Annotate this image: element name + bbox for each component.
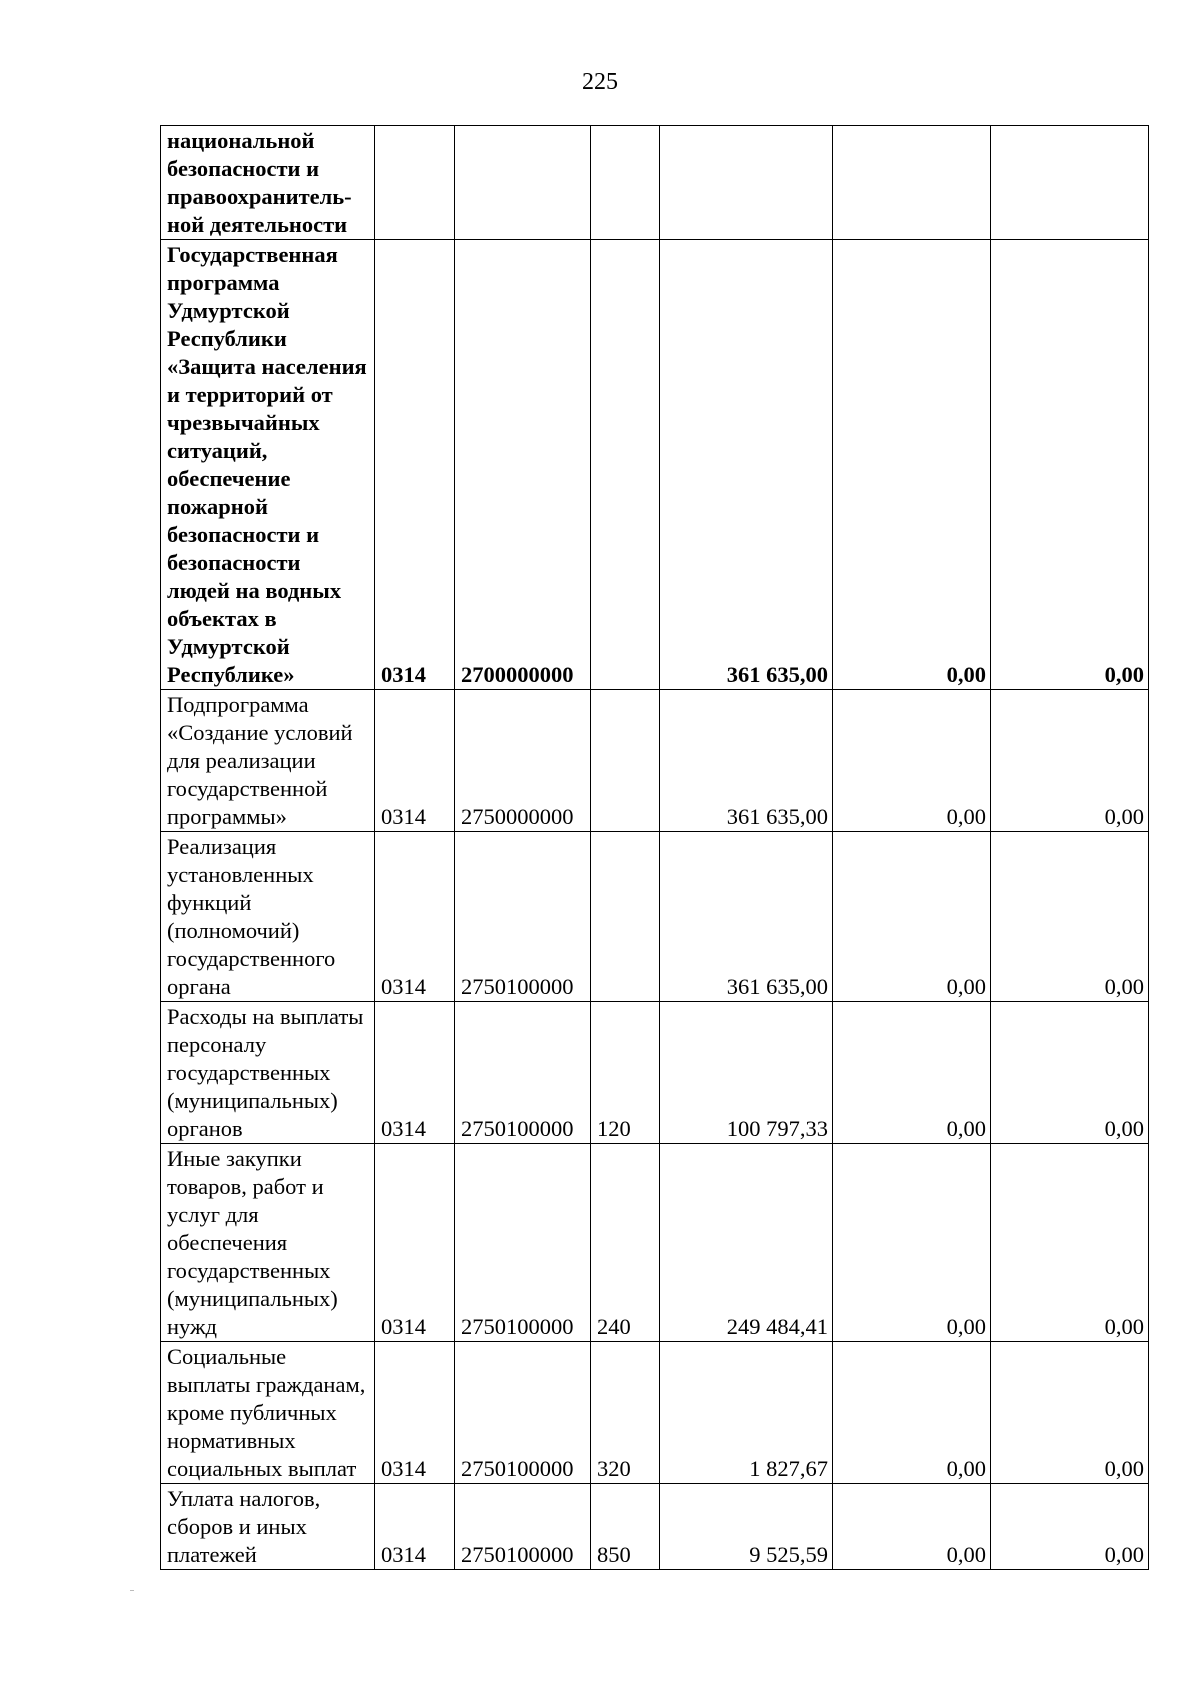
expense-name-cell [161,1484,375,1570]
expense-name-cell [161,126,375,240]
expense-name-text: Реализация установленных функций (полномочий) государственного органа [167,834,336,999]
amount-year3-cell: 0,00 [991,240,1149,690]
amount-year1-cell: 100 797,33 [660,1002,833,1144]
expense-type-cell: 850 [591,1484,660,1570]
amount-year3-cell: 0,00 [991,690,1149,832]
page-number: 225 [582,69,618,95]
expense-name-cell [161,832,375,1002]
amount-year1-cell: 1 827,67 [660,1342,833,1484]
amount-year1-cell: 249 484,41 [660,1144,833,1342]
expense-type-cell: 320 [591,1342,660,1484]
amount-year1-cell: 9 525,59 [660,1484,833,1570]
table-row [161,240,1149,690]
section-code-cell [375,126,455,240]
table-row [161,1002,1149,1144]
amount-year3-cell [991,126,1149,240]
target-article-cell: 2750100000 [455,1484,591,1570]
amount-year1-cell [660,126,833,240]
table-row [161,126,1149,240]
amount-year2-cell: 0,00 [833,1002,991,1144]
amount-year2-cell: 0,00 [833,240,991,690]
section-code-cell: 0314 [375,1144,455,1342]
target-article-cell [455,126,591,240]
target-article-cell: 2750000000 [455,690,591,832]
table-body [161,126,1149,1570]
expense-name-cell [161,1144,375,1342]
amount-year3-cell: 0,00 [991,1484,1149,1570]
section-code-cell: 0314 [375,240,455,690]
expense-name-text: Социальные выплаты гражданам, кроме публичных нормативных социальных выплат [167,1344,366,1481]
expense-name-text: Подпрограмма «Создание условий для реализации государственной программы» [167,692,353,829]
budget-table [160,125,1149,1570]
section-code-cell: 0314 [375,1342,455,1484]
target-article-cell: 2750100000 [455,832,591,1002]
expense-name-text: Государственная программа Удмуртской Республики «Защита населения и территорий от чрезвычайных ситуаций, обеспечение пожарной безопасности и безопасности людей на водных объектах в Удмуртской Республике» [167,242,367,687]
amount-year2-cell: 0,00 [833,1144,991,1342]
target-article-cell: 2750100000 [455,1144,591,1342]
expense-type-cell [591,126,660,240]
expense-type-cell [591,832,660,1002]
expense-name-cell [161,1002,375,1144]
table-row [161,1342,1149,1484]
expense-type-cell [591,690,660,832]
amount-year2-cell: 0,00 [833,832,991,1002]
expense-name-text: Иные закупки товаров, работ и услуг для обеспечения государственных (муниципальных) нужд [167,1146,338,1339]
expense-type-cell [591,240,660,690]
target-article-cell: 2700000000 [455,240,591,690]
amount-year3-cell: 0,00 [991,832,1149,1002]
expense-name-text: Расходы на выплаты персоналу государственных (муниципальных) органов [167,1004,364,1141]
section-code-cell: 0314 [375,832,455,1002]
amount-year1-cell: 361 635,00 [660,690,833,832]
amount-year3-cell: 0,00 [991,1144,1149,1342]
target-article-cell: 2750100000 [455,1002,591,1144]
table-row [161,1484,1149,1570]
amount-year2-cell [833,126,991,240]
expense-name-text: национальной безопасности и правоохранитель- ной деятельности [167,128,352,237]
expense-name-text: Уплата налогов, сборов и иных платежей [167,1486,321,1567]
amount-year1-cell: 361 635,00 [660,832,833,1002]
amount-year1-cell: 361 635,00 [660,240,833,690]
amount-year2-cell: 0,00 [833,690,991,832]
table-row [161,1144,1149,1342]
section-code-cell: 0314 [375,1484,455,1570]
scan-artifact [130,1590,134,1591]
section-code-cell: 0314 [375,1002,455,1144]
table-row [161,832,1149,1002]
amount-year2-cell: 0,00 [833,1484,991,1570]
amount-year3-cell: 0,00 [991,1342,1149,1484]
amount-year3-cell: 0,00 [991,1002,1149,1144]
expense-type-cell: 120 [591,1002,660,1144]
amount-year2-cell: 0,00 [833,1342,991,1484]
table-row [161,690,1149,832]
target-article-cell: 2750100000 [455,1342,591,1484]
expense-name-cell [161,240,375,690]
expense-type-cell: 240 [591,1144,660,1342]
expense-name-cell [161,1342,375,1484]
section-code-cell: 0314 [375,690,455,832]
expense-name-cell [161,690,375,832]
